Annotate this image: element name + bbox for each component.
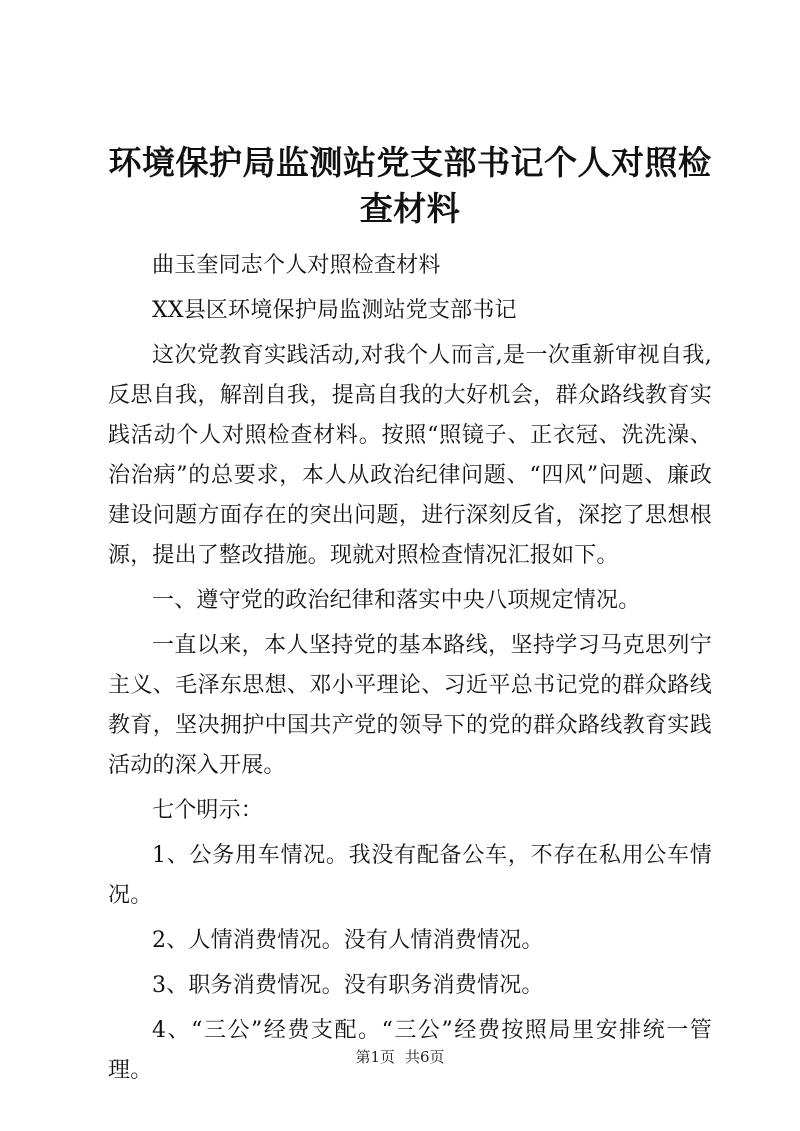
page-number-current: 第1页 xyxy=(355,1048,395,1066)
paragraph-seven-items: 七个明示： xyxy=(152,798,264,823)
paragraph-position: XX县区环境保护局监测站党支部书记 xyxy=(152,298,517,323)
paragraph-section-1: 一直以来，本人坚持党的基本路线，坚持学习马克思列宁主义、毛泽东思想、邓小平理论、习近平总书记党的群众路线教育，坚决拥护中国共产党的领导下的党的群众路线教育实践活动的深入开展。 xyxy=(108,633,712,778)
section-heading-1: 一、遵守党的政治纪律和落实中央八项规定情况。 xyxy=(152,588,641,613)
paragraph-author: 曲玉奎同志个人对照检查材料 xyxy=(152,253,441,278)
page-number-total: 共6页 xyxy=(405,1048,445,1066)
list-item-2: 2、人情消费情况。没有人情消费情况。 xyxy=(152,928,544,953)
list-item-3: 3、职务消费情况。没有职务消费情况。 xyxy=(152,973,544,998)
page-footer xyxy=(0,1047,800,1067)
list-item-4: 4、“三公”经费支配。“三公”经费按照局里安排统一管理。 xyxy=(108,1018,712,1083)
paragraph-intro: 这次党教育实践活动,对我个人而言,是一次重新审视自我,反思自我，解剖自我，提高自我的大好机会，群众路线教育实践活动个人对照检查材料。按照“照镜子、正衣冠、洗洗澡、治治病”的总要求，本人从政治纪律问题、“四风”问题、廉政建设问题方面存在的突出问题，进行深刻反省，深挖了思想根源，提出了整改措施。现就对照检查情况汇报如下。 xyxy=(108,343,712,568)
document-title: 环境保护局监测站党支部书记个人对照检查材料 xyxy=(108,143,712,228)
list-item-1: 1、公务用车情况。我没有配备公车，不存在私用公车情况。 xyxy=(108,843,712,908)
